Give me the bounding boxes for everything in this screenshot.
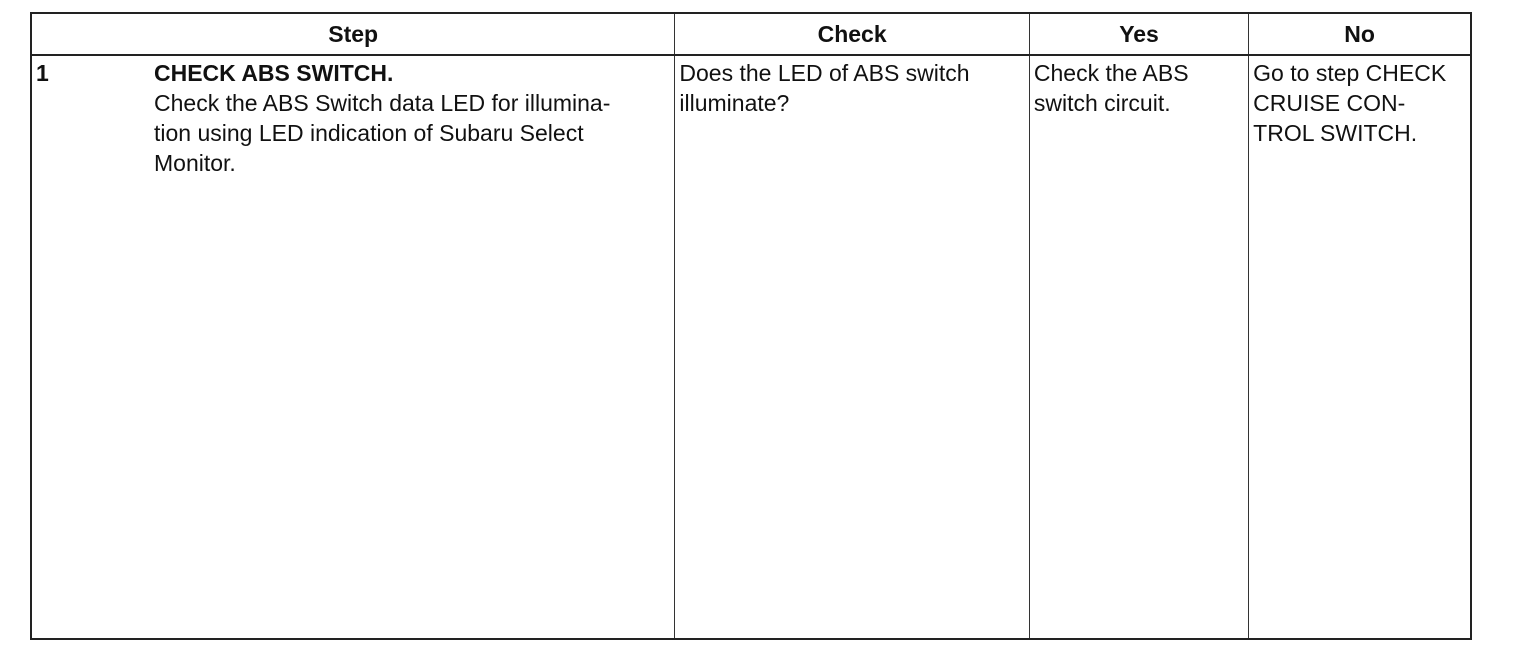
step-cell — [31, 55, 675, 639]
header-step: Step — [31, 13, 675, 55]
check-cell — [675, 55, 1029, 639]
header-yes: Yes — [1029, 13, 1248, 55]
no-line: Go to step CHECK — [1253, 60, 1447, 86]
header-row — [31, 13, 1471, 55]
diagnostic-table — [30, 12, 1472, 640]
yes-text — [1030, 56, 1248, 118]
step-description-line: Check the ABS Switch data LED for illumina- — [154, 90, 611, 116]
yes-line: switch circuit. — [1033, 90, 1171, 116]
no-line: TROL SWITCH. — [1253, 120, 1418, 146]
check-text — [675, 56, 1028, 118]
yes-cell — [1029, 55, 1248, 639]
step-title: CHECK ABS SWITCH. — [154, 60, 394, 86]
table-header — [31, 13, 1471, 55]
check-line: illuminate? — [679, 90, 790, 116]
header-no: No — [1249, 13, 1471, 55]
no-text — [1249, 56, 1470, 148]
step-body — [154, 56, 674, 178]
check-line: Does the LED of ABS switch — [679, 60, 970, 86]
yes-line: Check the ABS — [1033, 60, 1189, 86]
no-cell — [1249, 55, 1471, 639]
header-check: Check — [675, 13, 1029, 55]
table-row — [31, 55, 1471, 639]
step-description-line: Monitor. — [154, 150, 236, 176]
step-description-line: tion using LED indication of Subaru Select — [154, 120, 584, 146]
table-body — [31, 55, 1471, 639]
step-number: 1 — [36, 60, 49, 86]
no-line: CRUISE CON- — [1253, 90, 1406, 116]
